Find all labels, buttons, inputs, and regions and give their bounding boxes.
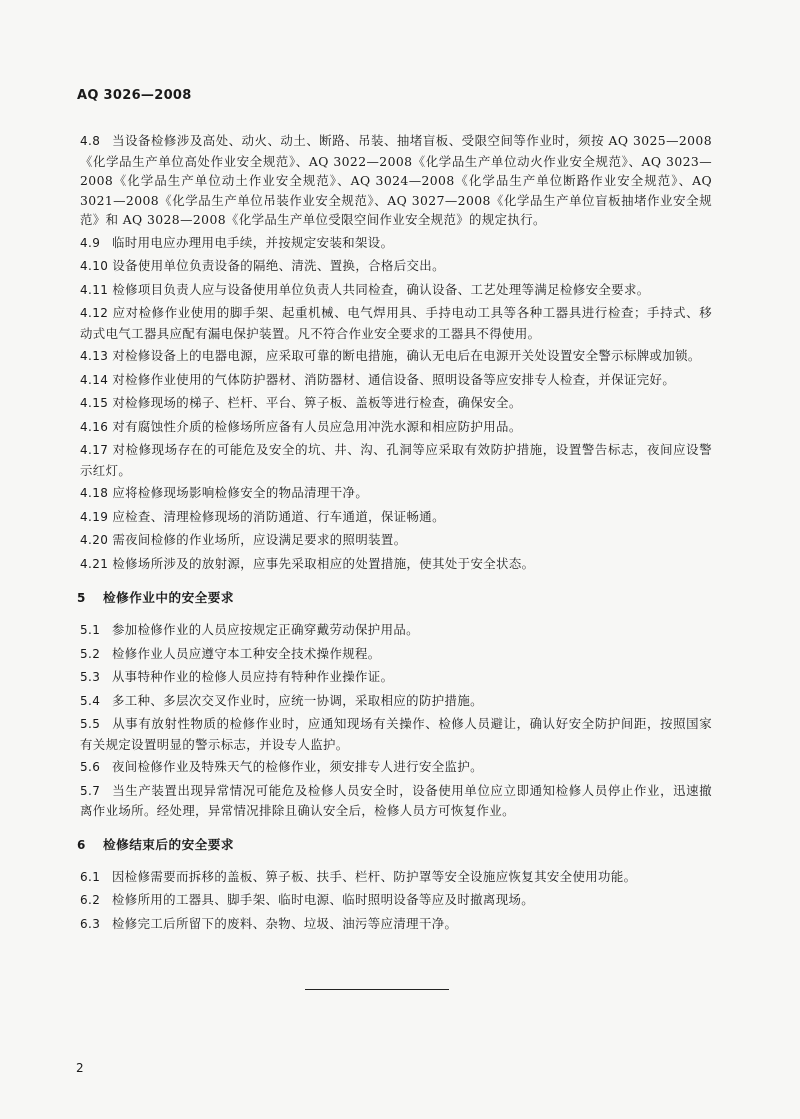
- clause-number: 4.14: [80, 372, 109, 387]
- clause-number: 4.20: [80, 533, 109, 547]
- clause-text: 需夜间检修的作业场所，应设满足要求的照明装置。: [112, 532, 407, 547]
- clause-number: 4.9: [80, 235, 101, 250]
- clause-number: 4.11: [80, 282, 109, 297]
- clause-text: 对检修设备上的电器电源，应采取可靠的断电措施，确认无电后在电源开关处设置安全警示标牌或加锁。: [112, 348, 701, 363]
- clause-text: 对有腐蚀性介质的检修场所应备有人员应急用冲洗水源和相应防护用品。: [112, 418, 522, 434]
- standard-code-header: AQ 3026—2008: [77, 88, 192, 103]
- clause-text: 检修完工后所留下的废料、杂物、垃圾、油污等应清理干净。: [112, 915, 458, 931]
- clause-4-13: [80, 346, 712, 367]
- clause-number: 5.2: [80, 646, 101, 661]
- clause-number: 5.7: [80, 783, 101, 798]
- clause-number: 4.16: [80, 419, 109, 434]
- clause-text: 从事特种作业的检修人员应持有特种作业操作证。: [112, 669, 394, 684]
- clause-number: 4.17: [80, 443, 109, 457]
- clause-text: 从事有放射性物质的检修作业时，应通知现场有关操作、检修人员避让，确认好安全防护间距，按照国家有关规定设置明显的警示标志，并设专人监护。: [80, 716, 712, 752]
- clause-text: 当设备检修涉及高处、动火、动土、断路、吊装、抽堵盲板、受限空间等作业时，须按 AQ 3025—2008《化学品生产单位高处作业安全规范》、AQ 3022—2008《化学品生产单位动火作业安全规范》、AQ 3023—2008《化学品生产单位动土作业安全规范》、AQ 3024—2008《化学品生产单位断路作业安全规范》、AQ 3021—2008《化学品生产单位吊装作业安全规范》、AQ 3027—2008《化学品生产单位盲板抽堵作业安全规范》和 AQ 3028—2008《化学品生产单位受限空间作业安全规范》的规定执行。: [80, 133, 712, 227]
- clause-number: 4.8: [80, 134, 101, 148]
- clause-4-9: [80, 233, 712, 254]
- clause-text: 多工种、多层次交叉作业时，应统一协调，采取相应的防护措施。: [112, 692, 483, 708]
- clause-text: 对检修作业使用的气体防护器材、消防器材、通信设备、照明设备等应安排专人检查，并保证完好。: [112, 371, 676, 387]
- clause-5-3: [80, 667, 712, 688]
- clause-4-15: [80, 393, 712, 414]
- clause-4-18: [80, 483, 712, 504]
- clause-6-1: [80, 867, 712, 888]
- clause-5-7: [80, 781, 712, 821]
- clause-text: 检修所用的工器具、脚手架、临时电源、临时照明设备等应及时撤离现场。: [112, 892, 535, 907]
- clause-number: 4.13: [80, 349, 109, 363]
- clause-number: 4.21: [80, 556, 109, 571]
- section-5-heading: [77, 588, 712, 608]
- clause-text: 因检修需要而拆移的盖板、箅子板、扶手、栏杆、防护罩等安全设施应恢复其安全使用功能。: [112, 868, 637, 884]
- clause-text: 检修作业人员应遵守本工种安全技术操作规程。: [112, 645, 381, 661]
- clause-number: 6.2: [80, 893, 101, 907]
- clause-text: 参加检修作业的人员应按规定正确穿戴劳动保护用品。: [112, 622, 419, 637]
- section-number: 6: [77, 837, 86, 852]
- end-of-standard-rule: [305, 989, 449, 990]
- clause-text: 夜间检修作业及特殊天气的检修作业，须安排专人进行安全监护。: [112, 759, 483, 774]
- clause-4-14: [80, 370, 712, 391]
- clause-text: 对检修现场存在的可能危及安全的坑、井、沟、孔洞等应采取有效防护措施，设置警告标志，夜间应设警示红灯。: [80, 442, 712, 478]
- clause-number: 5.4: [80, 693, 101, 708]
- clauses-section-6: [80, 867, 712, 935]
- section-number: 5: [77, 591, 86, 605]
- clause-6-3: [80, 914, 712, 935]
- clause-text: 检修场所涉及的放射源，应事先采取相应的处置措施，使其处于安全状态。: [112, 555, 535, 571]
- section-6-heading: [77, 835, 712, 855]
- clause-5-6: [80, 757, 712, 778]
- clause-5-2: [80, 644, 712, 665]
- page-body: [77, 131, 712, 937]
- clause-number: 4.10: [80, 259, 109, 273]
- clause-number: 4.18: [80, 486, 109, 500]
- clause-text: 对检修现场的梯子、栏杆、平台、箅子板、盖板等进行检查，确保安全。: [112, 395, 522, 410]
- clause-number: 5.6: [80, 760, 101, 774]
- clause-6-2: [80, 890, 712, 911]
- clause-number: 5.3: [80, 670, 101, 684]
- clause-text: 设备使用单位负责设备的隔绝、清洗、置换，合格后交出。: [112, 258, 445, 273]
- clauses-section-5: [80, 620, 712, 821]
- clauses-section-4: [80, 131, 712, 574]
- clause-text: 应对检修作业使用的脚手架、起重机械、电气焊用具、手持电动工具等各种工器具进行检查；手持式、移动式电气工器具应配有漏电保护装置。凡不符合作业安全要求的工器具不得使用。: [80, 305, 712, 341]
- clause-4-20: [80, 530, 712, 551]
- section-title: 检修作业中的安全要求: [103, 590, 234, 605]
- clause-5-4: [80, 691, 712, 712]
- clause-number: 4.15: [80, 396, 109, 410]
- clause-text: 应将检修现场影响检修安全的物品清理干净。: [112, 485, 369, 500]
- clause-text: 应检查、清理检修现场的消防通道、行车通道，保证畅通。: [112, 508, 445, 524]
- page-number: 2: [76, 1061, 84, 1075]
- clause-4-10: [80, 256, 712, 277]
- clause-number: 6.3: [80, 916, 101, 931]
- clause-5-5: [80, 714, 712, 754]
- clause-number: 6.1: [80, 869, 101, 884]
- clause-text: 当生产装置出现异常情况可能危及检修人员安全时，设备使用单位应立即通知检修人员停止作业，迅速撤离作业场所。经处理，异常情况排除且确认安全后，检修人员方可恢复作业。: [80, 782, 712, 818]
- clause-4-8: [80, 131, 712, 230]
- clause-4-16: [80, 417, 712, 438]
- clause-text: 临时用电应办理用电手续，并按规定安装和架设。: [112, 234, 394, 250]
- clause-number: 5.5: [80, 717, 101, 731]
- clause-5-1: [80, 620, 712, 641]
- clause-4-11: [80, 280, 712, 301]
- section-title: 检修结束后的安全要求: [103, 836, 234, 852]
- clause-number: 5.1: [80, 623, 101, 637]
- clause-4-17: [80, 440, 712, 480]
- clause-4-19: [80, 507, 712, 528]
- clause-4-21: [80, 554, 712, 575]
- clause-4-12: [80, 303, 712, 343]
- clause-number: 4.19: [80, 509, 109, 524]
- clause-number: 4.12: [80, 306, 109, 320]
- clause-text: 检修项目负责人应与设备使用单位负责人共同检查，确认设备、工艺处理等满足检修安全要求。: [112, 281, 650, 297]
